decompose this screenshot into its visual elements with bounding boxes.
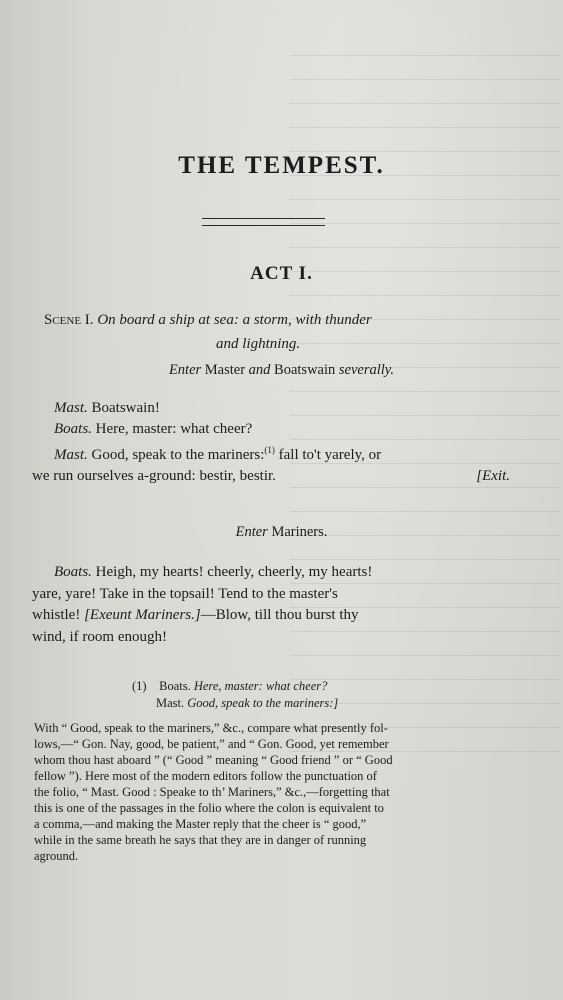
footnote-line: aground. [34, 849, 79, 863]
footnote-speaker: Boats. [159, 679, 191, 693]
speaker: Boats. [54, 564, 92, 580]
footnote-speaker: Mast. [156, 696, 185, 710]
inline-stage-direction: [Exeunt Mariners.] [84, 607, 201, 623]
scene-heading [44, 308, 524, 356]
dialogue-line [32, 398, 510, 419]
dialogue-line [32, 466, 510, 487]
stage-enter: Enter [168, 362, 202, 378]
speaker: Mast. [54, 400, 88, 416]
footnote-line: lows,—“ Gon. Nay, good, be patient,” and “ Gon. Good, yet remember [34, 737, 389, 751]
footnote-line: With “ Good, speak to the mariners,” &c., compare what presently fol- [34, 721, 388, 735]
speech-text: Boatswain! [91, 400, 160, 416]
dialogue-line: wind, if room enough! [32, 628, 167, 645]
dialogue-block-1 [32, 398, 510, 487]
speech-text: Heigh, my hearts! cheerly, cheerly, my hearts! [95, 564, 373, 580]
footnote-line: fellow ”). Here most of the modern editors follow the punctuation of [34, 769, 377, 783]
speech-continuation: we run ourselves a-ground: bestir, bestir. [32, 468, 276, 484]
dialogue-line [32, 419, 510, 440]
dialogue-line [32, 562, 510, 584]
speech-text: whistle! [32, 607, 81, 623]
stage-direction-1 [0, 362, 563, 379]
stage-and: and [248, 362, 271, 378]
stage-name: Mariners. [271, 524, 328, 540]
footnote-heading [132, 678, 462, 712]
dialogue-line [32, 605, 510, 627]
stage-name-2: Boatswain [274, 362, 336, 378]
footnote-line: whom thou hast aboard ” (“ Good ” meaning “ Good friend ” or “ Good [34, 753, 393, 767]
speech-text: —Blow, till thou burst thy [200, 607, 359, 623]
footnote-line: this is one of the passages in the folio where the colon is equivalent to [34, 801, 384, 815]
speaker: Mast. [54, 447, 88, 463]
speech-text-cont: fall to't yarely, or [278, 447, 382, 463]
stage-adverb: severally. [338, 362, 395, 378]
stage-direction-2 [0, 524, 563, 541]
title-rule [202, 218, 325, 226]
footnote-line: while in the same breath he says that they are in danger of running [34, 833, 367, 847]
footnote-number: (1) [132, 679, 147, 693]
footnote-line: a comma,—and making the Master reply that the cheer is “ good,” [34, 817, 367, 831]
scene-label: Scene I. [44, 312, 94, 328]
footnote-body [34, 720, 512, 864]
play-title: THE TEMPEST. [178, 152, 385, 179]
speech-text: Here, master: what cheer? [95, 421, 253, 437]
dialogue-block-2 [32, 562, 510, 648]
scene-description-line2: and lightning. [216, 336, 301, 352]
footnote-quote: Good, speak to the mariners:] [187, 696, 339, 710]
stage-name: Master [204, 362, 246, 378]
dialogue-line [32, 440, 510, 466]
footnote-line: the folio, “ Mast. Good : Speake to th’ Mariners,” &c.,—forgetting that [34, 785, 390, 799]
footnote-line-2 [132, 695, 462, 712]
speaker: Boats. [54, 421, 92, 437]
footnote-marker[interactable]: (1) [264, 445, 275, 455]
scene-description-line1: On board a ship at sea: a storm, with thunder [97, 312, 372, 328]
stage-enter: Enter [235, 524, 268, 540]
dialogue-line: yare, yare! Take in the topsail! Tend to the master's [32, 585, 338, 602]
speech-text: Good, speak to the mariners: [91, 447, 265, 463]
exit-direction: [Exit. [476, 468, 510, 484]
footnote-quote: Here, master: what cheer? [193, 679, 328, 693]
act-heading: ACT I. [250, 263, 313, 284]
